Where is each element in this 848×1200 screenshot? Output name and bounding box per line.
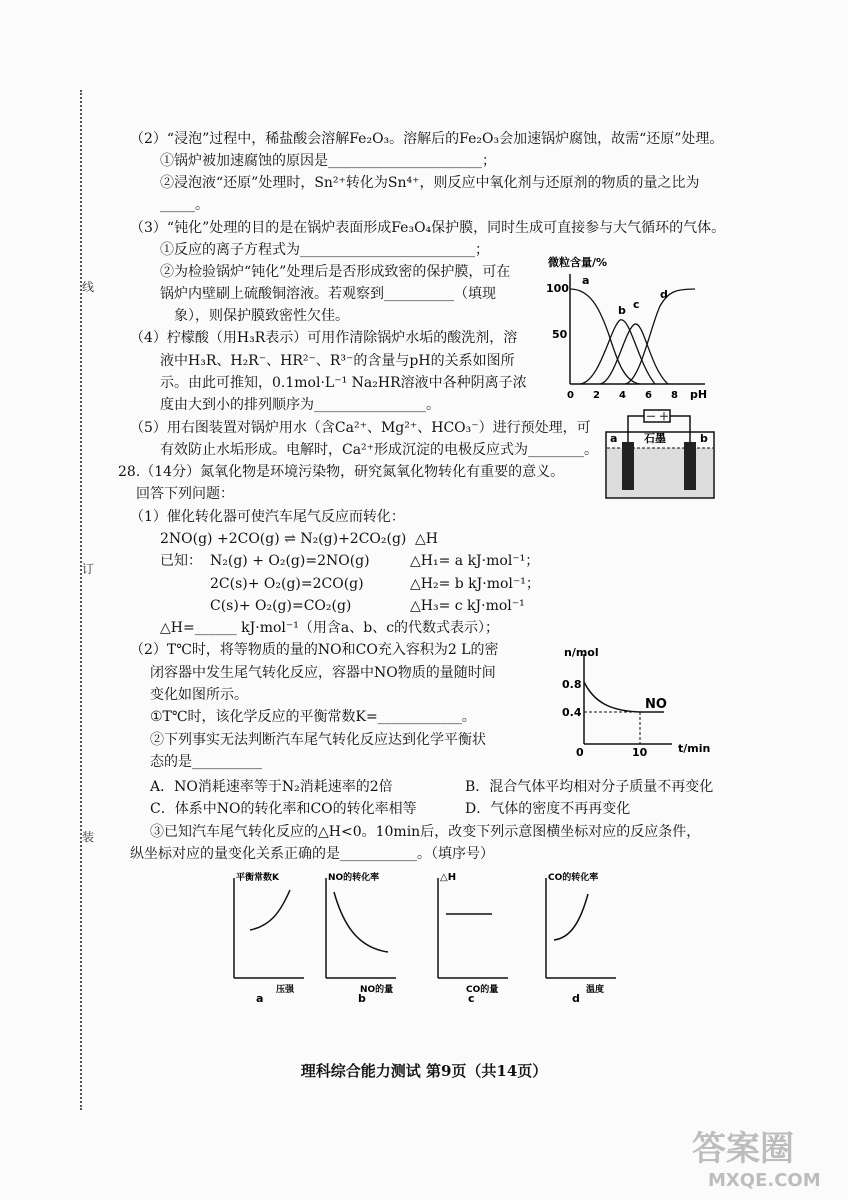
watermark-logo	[684, 1112, 834, 1192]
q27-p2-2b: _____。	[160, 197, 209, 213]
q28-p2c: 变化如图所示。	[150, 687, 248, 703]
q28-optD: D．气体的密度不再再变化	[465, 801, 631, 817]
q27-p3-1: ①反应的离子方程式为_________________________；	[160, 242, 489, 258]
no-y04: 0.4	[562, 706, 582, 719]
svg-text:CO的转化率: CO的转化率	[548, 873, 599, 883]
margin-mark: 订	[82, 562, 95, 576]
q28-eq2: 2C(s)+ O₂(g)=2CO(g)	[210, 576, 364, 592]
q27-p4d: 度由大到小的排列顺序为________________。	[160, 397, 440, 413]
q27-p3-2c: 象），则保护膜致密性欠佳。	[174, 308, 349, 324]
q28-p2b: 闭容器中发生尾气转化反应，容器中NO物质的量随时间	[150, 665, 496, 681]
ph-xtick: 4	[619, 390, 626, 401]
q28-p2-1: ①T℃时，该化学反应的平衡常数K=____________。	[150, 709, 476, 725]
q28-eq0: 2NO(g) +2CO(g) ⇌ N₂(g)+2CO₂(g)	[160, 531, 407, 547]
q27-p5a: （5）用右图装置对锅炉用水（含Ca²⁺、Mg²⁺、HCO₃⁻）进行预处理，可	[130, 420, 591, 436]
svg-text:c: c	[468, 992, 475, 1004]
curve-b	[580, 320, 655, 384]
no-x10: 10	[632, 746, 648, 759]
q28-dH: △H	[415, 531, 438, 547]
svg-text:NO的转化率: NO的转化率	[328, 873, 380, 883]
ph-xtick: 2	[593, 390, 600, 401]
q28-p2-3a: ③已知汽车尾气转化反应的△H<0。10min后，改变下列示意图横坐标对应的反应条件，	[150, 824, 701, 840]
curve-label: b	[618, 304, 626, 317]
svg-text:NO的量: NO的量	[360, 985, 394, 995]
curve-label: a	[582, 274, 590, 287]
no-time-figure	[560, 640, 730, 760]
curve-c	[600, 324, 668, 384]
q28-optC: C．体系中NO的转化率和CO的转化率相等	[150, 801, 417, 817]
q27-p3-intro: （3）“钝化”处理的目的是在锅炉表面形成Fe₃O₄保护膜，同时生成可直接参与大气循环的气体。	[130, 220, 726, 236]
battery-plus: ＋	[659, 412, 669, 423]
q28-head: 28.（14分）氮氧化物是环境污染物，研究氮氧化物转化有重要的意义。	[118, 464, 565, 480]
q28-p2-2a: ②下列事实无法判断汽车尾气转化反应达到化学平衡状	[150, 732, 486, 748]
q28-known: 已知：	[160, 553, 202, 569]
binding-dotted-line	[80, 90, 82, 1110]
svg-text:压强: 压强	[276, 985, 295, 995]
q28-eq1: N₂(g) + O₂(g)=2NO(g)	[210, 553, 370, 569]
ph-ylabel: 微粒含量/%	[548, 256, 608, 269]
q28-sub: 回答下列问题：	[136, 486, 234, 502]
q28-optB: B．混合气体平均相对分子质量不再变化	[465, 779, 714, 795]
page-footer: 理科综合能力测试 第9页（共14页）	[300, 1062, 548, 1080]
q27-p2-2: ②浸泡液“还原”处理时，Sn²⁺转化为Sn⁴⁺，则反应中氧化剂与还原剂的物质的量之比为	[160, 175, 700, 191]
option-graphs	[220, 868, 680, 1004]
q27-p2-intro: （2）“浸泡”过程中，稀盐酸会溶解Fe₂O₃。溶解后的Fe₂O₃会加速锅炉腐蚀，故需“还原”处理。	[130, 131, 724, 147]
q27-p5b: 有效防止水垢形成。电解时，Ca²⁺形成沉淀的电极反应式为________。	[160, 442, 599, 458]
electrode-a-label: a	[610, 432, 618, 445]
q28-optA: A．NO消耗速率等于N₂消耗速率的2倍	[150, 779, 393, 795]
svg-text:a: a	[256, 992, 264, 1004]
ph-xtick: 0	[567, 390, 574, 401]
electrode-a	[622, 442, 634, 490]
option-graph-c	[438, 872, 508, 1004]
q28-h2: △H₂= b kJ·mol⁻¹；	[410, 576, 540, 592]
no-xlabel: t/min	[678, 742, 711, 755]
no-y08: 0.8	[562, 678, 582, 691]
no-series-label: NO	[645, 697, 667, 712]
option-graph-d	[546, 871, 616, 1004]
no-x0: 0	[576, 746, 584, 759]
q28-p2-2b: 态的是__________	[150, 754, 262, 770]
q28-p2-3b: 纵坐标对应的量变化关系正确的是___________。（填序号）	[130, 846, 494, 862]
q28-eq3: C(s)+ O₂(g)=CO₂(g)	[210, 598, 352, 614]
option-graph-a	[234, 871, 304, 1004]
q28-p2a: （2）T℃时，将等物质的量的NO和CO充入容积为2 L的密	[130, 642, 499, 658]
electrode-b-label: b	[700, 432, 708, 445]
no-ylabel: n/mol	[564, 646, 599, 659]
curve-label: c	[633, 298, 640, 311]
option-graph-b	[326, 871, 396, 1004]
ph-xlabel: pH	[690, 388, 708, 401]
electrolysis-cell-figure	[600, 408, 720, 500]
svg-text:MXQE.COM: MXQE.COM	[708, 1170, 821, 1191]
svg-text:d: d	[572, 992, 580, 1004]
ph-distribution-figure	[540, 248, 720, 408]
svg-text:温度: 温度	[586, 985, 605, 995]
q27-p2-1: ①锅炉被加速腐蚀的原因是______________________；	[160, 153, 496, 169]
svg-text:b: b	[358, 992, 366, 1004]
ph-xtick: 6	[645, 390, 652, 401]
battery-minus: －	[646, 412, 656, 423]
graphite-label: 石墨	[644, 432, 666, 445]
q28-h1: △H₁= a kJ·mol⁻¹；	[410, 553, 540, 569]
q27-p4b: 液中H₃R、H₂R⁻、HR²⁻、R³⁻的含量与pH的关系如图所	[160, 353, 515, 369]
ph-y100: 100	[546, 282, 569, 295]
curve-a	[570, 289, 640, 384]
electrode-b	[684, 442, 696, 490]
svg-text:平衡常数K: 平衡常数K	[236, 873, 279, 883]
margin-mark: 线	[82, 280, 95, 294]
margin-mark: 装	[82, 830, 95, 844]
q28-ans1: △H=______ kJ·mol⁻¹（用含a、b、c的代数式表示）；	[160, 620, 500, 636]
q27-p4a: （4）柠檬酸（用H₃R表示）可用作清除锅炉水垢的酸洗剂，溶	[130, 330, 518, 346]
q27-p3-2a: ②为检验锅炉“钝化”处理后是否形成致密的保护膜，可在	[160, 264, 511, 280]
q28-h3: △H₃= c kJ·mol⁻¹	[410, 598, 525, 614]
svg-text:CO的量: CO的量	[466, 985, 499, 995]
svg-text:答案圈: 答案圈	[692, 1129, 794, 1169]
ph-xtick: 8	[671, 390, 678, 401]
q28-p1: （1）催化转化器可使汽车尾气反应而转化：	[130, 509, 405, 525]
ph-y50: 50	[552, 328, 568, 341]
curve-label: d	[660, 288, 668, 301]
svg-text:△H: △H	[440, 872, 457, 883]
q27-p4c: 示。由此可推知，0.1mol·L⁻¹ Na₂HR溶液中各种阴离子浓	[160, 375, 527, 391]
q27-p3-2b: 锅炉内壁刷上硫酸铜溶液。若观察到__________（填现	[160, 286, 496, 302]
